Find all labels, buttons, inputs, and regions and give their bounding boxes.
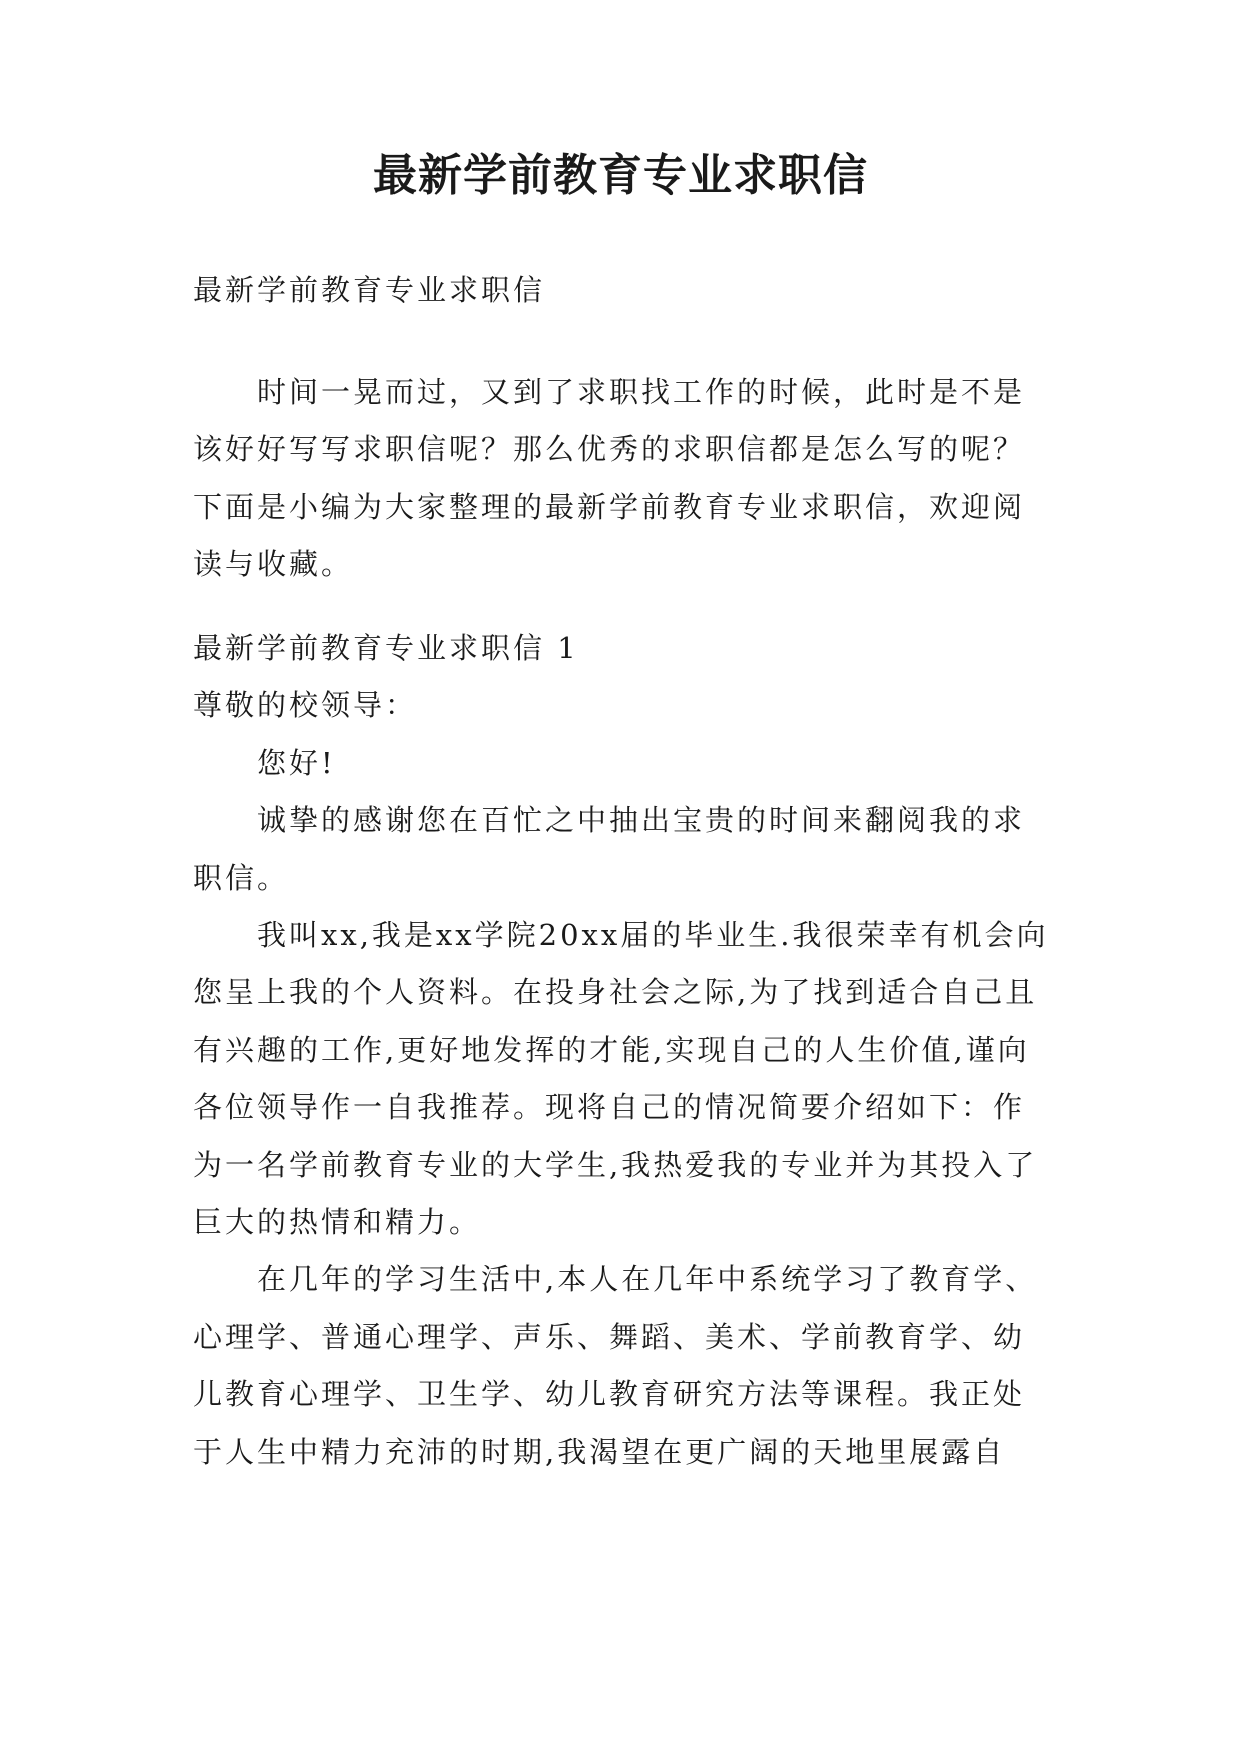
body-paragraph: 在几年的学习生活中,本人在几年中系统学习了教育学、心理学、普通心理学、声乐、舞蹈、美术、学前教育学、幼儿教育心理学、卫生学、幼儿教育研究方法等课程。我正处于人生中精力充沛的时期,我渴望在更广阔的天地里展露自 — [193, 1262, 1038, 1469]
document-title: 最新学前教育专业求职信 — [373, 150, 868, 201]
greeting: 您好! — [257, 745, 336, 780]
document-subtitle: 最新学前教育专业求职信 — [193, 273, 546, 307]
intro-paragraph: 时间一晃而过，又到了求职找工作的时候，此时是不是该好好写写求职信呢？那么优秀的求职信都是怎么写的呢？下面是小编为大家整理的最新学前教育专业求职信，欢迎阅读与收藏。 — [193, 375, 1026, 582]
body-paragraph: 诚挚的感谢您在百忙之中抽出宝贵的时间来翻阅我的求职信。 — [193, 803, 1026, 895]
letter-body — [193, 620, 1053, 1481]
document-subtitle-block — [193, 262, 1053, 319]
body-paragraph: 我叫xx,我是xx学院20xx届的毕业生.我很荣幸有机会向您呈上我的个人资料。在投身社会之际,为了找到适合自己且有兴趣的工作,更好地发挥的才能,实现自己的人生价值,谨向各位领导作一自我推荐。现将自己的情况简要介绍如下：作为一名学前教育专业的大学生,我热爱我的专业并为其投入了巨大的热情和精力。 — [193, 918, 1049, 1240]
salutation: 尊敬的校领导： — [193, 688, 418, 723]
section-heading: 最新学前教育专业求职信 1 — [193, 631, 579, 665]
intro-block — [193, 364, 1053, 594]
